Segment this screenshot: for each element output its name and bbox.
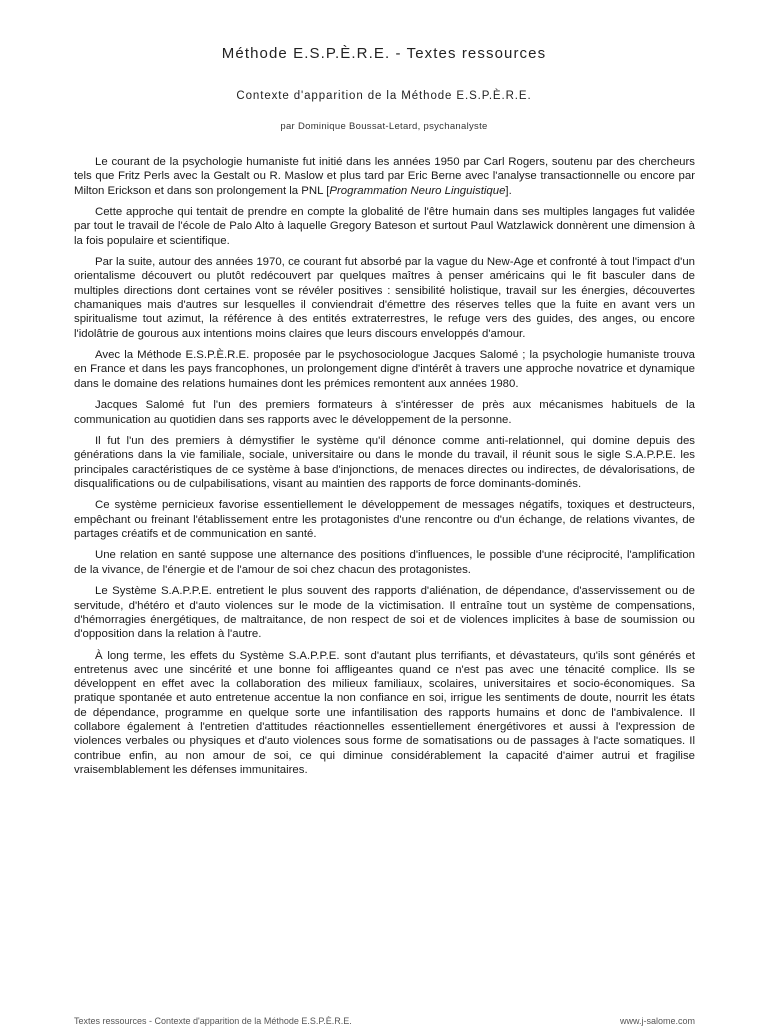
paragraph-8: Une relation en santé suppose une alternance des positions d'influences, le possible d'une réciprocité, l'amplification de la vivance, de l'énergie et de l'amour de soi chez chacun des protagonistes. xyxy=(74,549,695,576)
document-title: Méthode E.S.P.È.R.E. - Textes ressources xyxy=(221,45,547,62)
paragraph-6: Il fut l'un des premiers à démystifier le système qu'il dénonce comme anti-relationnel, qui domine depuis des générations dans la vie familiale, sociale, universitaire ou dans le monde du travail, il réunit sous le sigle S.A.P.P.E. les principales caractéristiques de ce système à base d'injonctions, de menaces directes ou indirectes, de dévalorisations, de disqualifications ou de culpabilisations, visant au maintien des rapports de force dominants-dominés. xyxy=(74,434,695,490)
document-subtitle: Contexte d'apparition de la Méthode E.S.P.È.R.E. xyxy=(236,90,532,102)
paragraph-9: Le Système S.A.P.P.E. entretient le plus souvent des rapports d'aliénation, de dépendance, d'asservissement ou de servitude, d'hétéro et d'auto violences sur le mode de la victimisation. Il entraîne tout un système de compensations, d'hémorragies énergétiques, de maltraitance, de non respect de soi et de violences implicites à base de soumission ou d'opposition dans la relation à l'autre. xyxy=(74,585,695,641)
paragraph-5: Jacques Salomé fut l'un des premiers formateurs à s'intéresser de près aux mécanismes habituels de la communication au quotidien dans ses rapports avec le développement de la personne. xyxy=(74,399,695,426)
paragraph-1-bracket-close: ]. xyxy=(505,184,512,197)
paragraph-1-italic: Programmation Neuro Linguistique xyxy=(329,184,506,197)
paragraph-2: Cette approche qui tentait de prendre en compte la globalité de l'être humain dans ses multiples langages fut validée par tout le travail de l'école de Palo Alto à laquelle Gregory Bateson et surtout Paul Watzlawick donnèrent une dimension à la fois populaire et scientifique. xyxy=(74,206,695,247)
paragraph-1-text: Le courant de la psychologie humaniste fut initié dans les années 1950 par Carl Rogers, soutenu par des chercheurs tels que Fritz Perls avec la Gestalt ou R. Maslow et plus tard par Eric Berne avec l'analyse transactionnelle ou encore par Milton Erickson et dans son prolongement la PNL xyxy=(74,156,695,197)
paragraph-10: À long terme, les effets du Système S.A.P.P.E. sont d'autant plus terrifiants, et dévastateurs, qu'ils sont générés et entretenus avec une sincérité et une bonne foi affligeantes quand ce n'est pas avec une ténacité complice. Ils se développent en effet avec la collaboration des milieux familiaux, scolaires, universitaires et socio-économiques. Sa pratique spontanée et auto entretenue accentue la non confiance en soi, irrigue les sentiments de doute, nourrit les états de dépendance, programme en quelque sorte une infantilisation des rapports humains et donc de l'ambivalence. Il collabore également à l'entretien d'attitudes réactionnelles essentiellement énergétivores et aussi à l'expression de violences verbales ou physiques et d'auto violences sous forme de somatisations ou de passages à l'acte somatiques. Il contribue enfin, au non amour de soi, ce qui diminue considérablement la capacité d'aimer autrui et fragilise vraisemblablement les défenses immunitaires. xyxy=(74,649,695,776)
footer-document-label: Textes ressources - Contexte d'apparition de la Méthode E.S.P.È.R.E. xyxy=(74,1016,352,1026)
paragraph-1 xyxy=(74,155,695,198)
footer-website-link[interactable]: www.j-salome.com xyxy=(619,1016,695,1026)
paragraph-7: Ce système pernicieux favorise essentiellement le développement de messages négatifs, toxiques et destructeurs, empêchant ou freinant l'établissement entre les protagonistes d'une rencontre ou d'un échange, de relations vivantes, de partages créatifs et de communication en santé. xyxy=(74,499,695,540)
page-footer xyxy=(74,1016,695,1026)
paragraph-3: Par la suite, autour des années 1970, ce courant fut absorbé par la vague du New-Age et confronté à tout l'impact d'un orientalisme découvert ou plutôt redécouvert par quelques maîtres à penser américains qui le fit basculer dans de multiples directions dont certaines vont se révéler positives : sensibilité holistique, travail sur les énergies, découvertes chamaniques mais d'autres sur lesquelles il conviendrait d'émettre des réserves telles que la fuite en avant vers un spiritualisme tout azimut, la référence à des entités extraterrestres, le refuge vers des guides, des anges, ou encore l'idolâtrie de gourous aux intentions moins claires que leurs discours enveloppés d'amour. xyxy=(74,256,695,340)
paragraph-4: Avec la Méthode E.S.P.È.R.E. proposée par le psychosociologue Jacques Salomé ; la psychologie humaniste trouva en France et dans les pays francophones, un prolongement digne d'intérêt à travers une approche novatrice et dynamique dans le domaine des relations humaines dont les prémices remontent aux années 1980. xyxy=(74,349,695,390)
document-body xyxy=(74,155,695,784)
paragraph-1-bracket-open: [ xyxy=(326,184,330,197)
document-author: par Dominique Boussat-Letard, psychanalyste xyxy=(280,121,488,132)
